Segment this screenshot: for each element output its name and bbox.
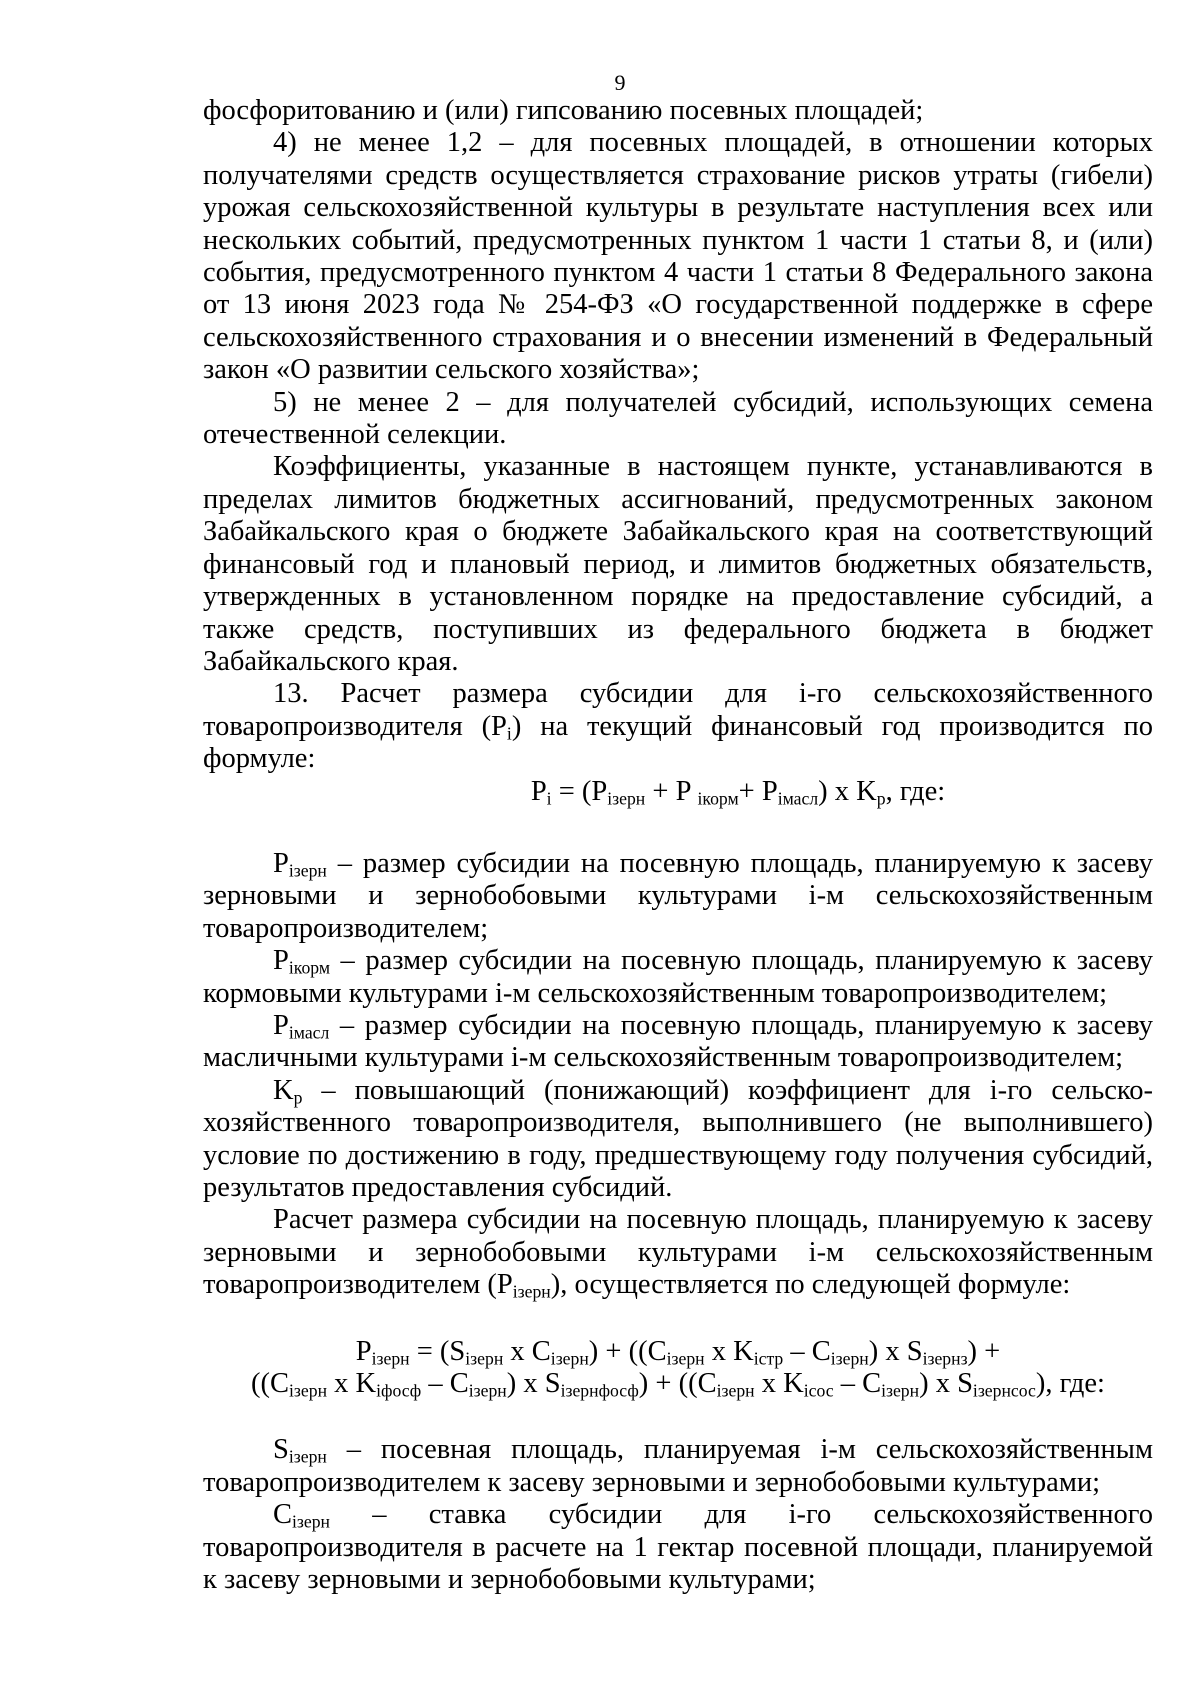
document-body <box>203 95 1153 1596</box>
formula-term: ) + <box>967 1335 1001 1367</box>
formula-subsidy-total <box>203 776 1153 808</box>
formula-subscript: iзерн <box>371 1348 410 1369</box>
formula-subscript: iзерн <box>666 1348 705 1369</box>
formula-subscript: iзернз <box>922 1348 968 1369</box>
item13-text-a: 13. Расчет размера субсидии для i-го сельскохозяйственного товаропроизводителя (P <box>203 678 1153 742</box>
definitions-list-2 <box>203 1434 1153 1596</box>
formula-term: ) x S <box>919 1368 973 1400</box>
definition-symbol: P <box>273 945 289 977</box>
formula-term: ) x S <box>868 1335 923 1367</box>
formula-term: – C <box>833 1368 882 1400</box>
formula1-tail: , где: <box>885 775 946 807</box>
formula1-definition <box>203 945 1153 1010</box>
formula-subscript: iзерн <box>550 1348 589 1369</box>
formula-term: P <box>355 1335 372 1367</box>
definition-subscript: р <box>293 1087 303 1108</box>
definition-subscript: iзерн <box>288 1446 327 1467</box>
formula-subscript: iзернсос <box>972 1380 1036 1401</box>
definition-subscript: iкорм <box>288 957 331 978</box>
paragraph-calc-zern <box>203 1204 1153 1301</box>
formula1-plus2: + P <box>738 775 778 807</box>
formula1-definition <box>203 1075 1153 1205</box>
formula-term: ) + ((C <box>588 1335 667 1367</box>
definition-text: – размер субсидии на посевную площадь, планируемую к засеву масличными культурами i-м сельскохозяйственным товаропроизводителем; <box>203 1009 1153 1074</box>
formula-subscript: iзерн <box>881 1380 920 1401</box>
formula-term: ) x S <box>506 1368 561 1400</box>
definition-symbol: P <box>273 1009 289 1041</box>
formula-term: x K <box>754 1368 804 1400</box>
item13-sub: i <box>506 723 512 744</box>
formula-term: x K <box>704 1335 754 1367</box>
spacer <box>203 1400 1153 1434</box>
formula-term: x K <box>327 1368 377 1400</box>
item13-text-b: ) на текущий финансовый год производится по формуле: <box>203 710 1153 775</box>
spacer <box>203 808 1153 848</box>
formula-subscript: iсос <box>803 1380 834 1401</box>
paragraph-item-5: 5) не менее 2 – для получателей субсидий, использующих семена отечественной селекции. <box>203 386 1153 451</box>
definition-symbol: S <box>273 1434 289 1466</box>
formula1-definition <box>203 1010 1153 1075</box>
definition-subscript: iзерн <box>292 1511 331 1532</box>
definition-text: – ставка субсидии для i-го сельскохозяйственного товаропроизводителя в расчете на 1 гектар посевной площади, планируемой к засеву зерновыми и зернобобовыми культурами; <box>203 1499 1153 1596</box>
definition-text: – размер субсидии на посевную площадь, планируемую к засеву зерновыми и зернобобовыми культурами i-м сельскохозяйственным товаропроизводителем; <box>203 847 1153 944</box>
formula-subscript: iзерн <box>830 1348 869 1369</box>
formula1-definition <box>203 848 1153 945</box>
formula1-zern-sub: iзерн <box>607 787 646 808</box>
formula-zern-line-1 <box>203 1336 1153 1368</box>
formula-term: ), где: <box>1035 1368 1105 1400</box>
formula-term: ) + ((C <box>638 1368 717 1400</box>
formula-term: ((C <box>251 1368 290 1400</box>
paragraph-continuation: фосфоритованию и (или) гипсованию посевных площадей; <box>203 95 924 126</box>
definition-subscript: iзерн <box>288 860 327 881</box>
formula-subscript: iзернфосф <box>560 1380 639 1401</box>
definition-subscript: iмасл <box>288 1022 330 1043</box>
formula-term: = (S <box>409 1335 466 1367</box>
formula-subscript: iзерн <box>468 1380 507 1401</box>
formula1-plus1: + P <box>645 775 698 807</box>
paragraph-item-13 <box>203 678 1153 775</box>
formula1-p: P <box>530 775 547 807</box>
formula2-definition <box>203 1434 1153 1499</box>
calc-zern-text-a: Расчет размера субсидии на посевную площадь, планируемую к засеву зерновыми и зернобобовыми культурами i-м сельскохозяйственным товаропроизводителем (P <box>203 1204 1153 1301</box>
formula-term: x C <box>503 1335 551 1367</box>
formula-term: – C <box>421 1368 469 1400</box>
definition-symbol: K <box>273 1074 294 1106</box>
formula1-masl-sub: iмасл <box>777 787 819 808</box>
formula1-eq: = (P <box>551 775 608 807</box>
formula1-korm-sub: iкорм <box>697 787 739 808</box>
formula2-definition <box>203 1499 1153 1596</box>
formula-term: – C <box>783 1335 831 1367</box>
definition-text: – размер субсидии на посевную площадь, планируемую к засеву кормовыми культурами i-м сельскохозяйственным товаропроизводителем; <box>203 945 1153 1009</box>
definition-symbol: C <box>273 1499 293 1531</box>
definition-text: – посевная площадь, планируемая i-м сельскохозяйственным товаропроизводителем к засеву зерновыми и зернобобовыми культурами; <box>203 1434 1153 1498</box>
paragraph-item-4: 4) не менее 1,2 – для посевных площадей, в отношении которых получателями средств осуществляется страхование рисков утраты (гибели) урожая сельскохозяйственной культуры в результате наступления всех или нескольких событий, предусмотренных пунктом 1 части 1 статьи 8, и (или) события, предусмотренного пунктом 4 части 1 статьи 8 Федерального закона от 13 июня 2023 года № 254-ФЗ «О государственной поддержке в сфере сельскохозяйственного страхования и о внесении изменений в Федеральный закон «О развитии сельского хозяйства»; <box>203 127 1153 386</box>
formula-zern-line-2 <box>203 1368 1153 1400</box>
formula-subscript: iфосф <box>376 1380 422 1401</box>
formula-subscript: iстр <box>753 1348 784 1369</box>
paragraph-coefficients: Коэффициенты, указанные в настоящем пункте, устанавливаются в пределах лимитов бюджетных ассигнований, предусмотренных законом Забайкальского края о бюджете Забайкальского края на соответствующий финансовый год и плановый период, и лимитов бюджетных обязательств, утвержденных в установленном порядке на предоставление субсидий, а также средств, поступивших из федерального бюджета в бюджет Забайкальского края. <box>203 451 1153 677</box>
formula1-kp-sub: р <box>876 787 886 808</box>
definition-symbol: P <box>273 847 289 879</box>
spacer <box>203 1302 1153 1336</box>
formula-subscript: iзерн <box>289 1380 328 1401</box>
calc-zern-text-b: ), осуществляется по следующей формуле: <box>550 1269 1071 1301</box>
page-number: 9 <box>614 70 626 95</box>
formula-subscript: iзерн <box>716 1380 755 1401</box>
definition-text: – повышающий (понижающий) коэффициент для i-го сельско-хозяйственного товаропроизводителя, выполнившего (не выполнившего) условие по достижению в году, предшествующему году получения субсидий, результатов предоставления субсидий. <box>203 1074 1153 1203</box>
calc-zern-sub: iзерн <box>512 1281 551 1302</box>
definitions-list-1 <box>203 848 1153 1204</box>
formula1-close: ) x K <box>818 775 877 807</box>
formula-subscript: iзерн <box>465 1348 504 1369</box>
formula1-p-sub: i <box>546 787 552 808</box>
